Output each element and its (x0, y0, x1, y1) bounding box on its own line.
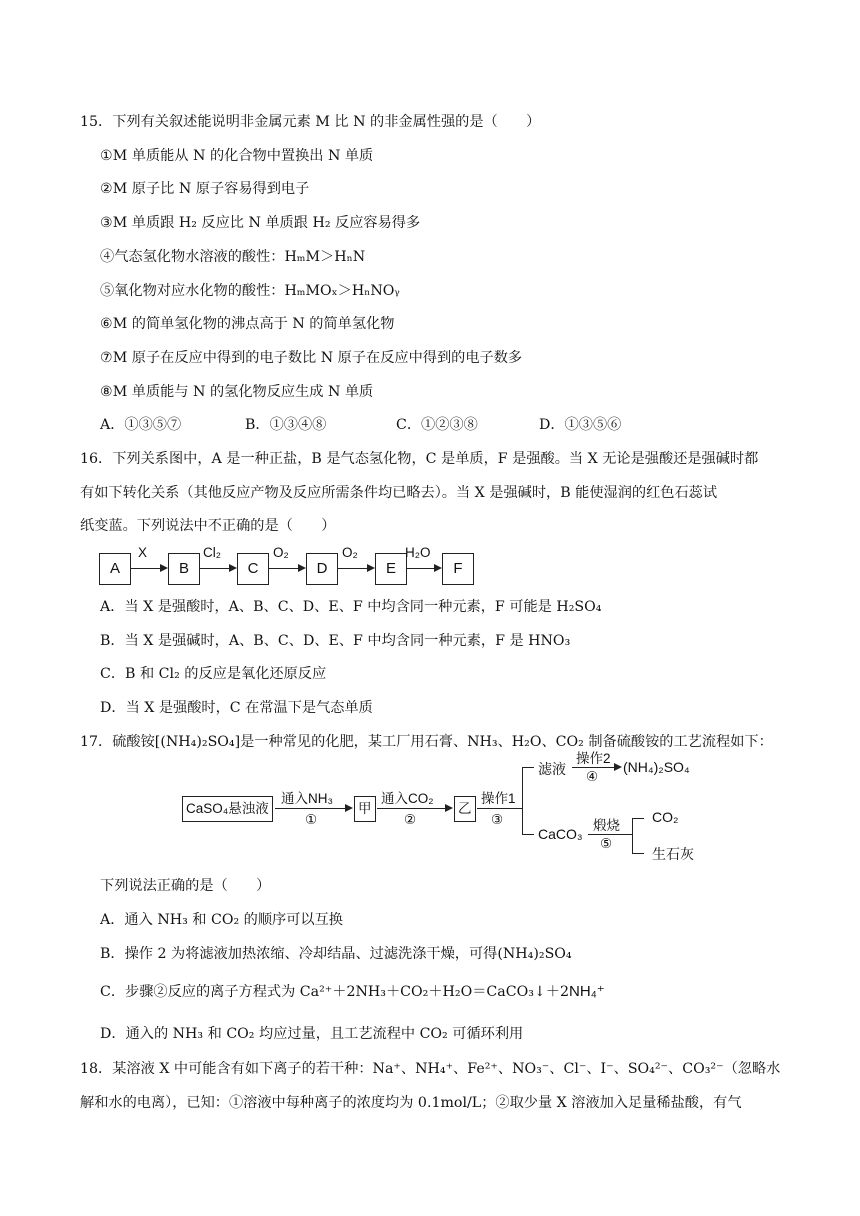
flow-arrowhead-1 (345, 804, 353, 812)
flow-step3-label: 操作1 (481, 791, 516, 806)
chain-label-o2-2: O₂ (342, 545, 358, 560)
q15-item-4: ④气态氢化物水溶液的酸性：HₘM＞HₙN (100, 249, 366, 265)
chain-label-cl2: Cl₂ (203, 545, 221, 560)
q15-item-2: ②M 原子比 N 原子容易得到电子 (100, 181, 310, 197)
q15-option-a: A．①③⑤⑦ (100, 417, 182, 433)
chain-arrow-5 (406, 568, 434, 569)
flow-mid1-box: 甲 (354, 796, 376, 822)
q15-item-1: ①M 单质能从 N 的化合物中置换出 N 单质 (100, 148, 374, 164)
q15-item-8: ⑧M 单质能与 N 的氢化物反应生成 N 单质 (100, 384, 374, 400)
chain-arrow-2 (199, 568, 229, 569)
chain-arrowhead-4 (367, 564, 375, 572)
q16-option-d: D．当 X 是强酸时，C 在常温下是气态单质 (100, 700, 373, 716)
chain-box-f: F (442, 553, 474, 585)
q16-stem-line2: 有如下转化关系（其他反应产物及反应所需条件均已略去）。当 X 是强碱时，B 能使湿润的红色石蕊试 (80, 485, 718, 501)
flow-op2-label: 操作2 (576, 751, 611, 766)
flow-arrow-3 (477, 808, 522, 809)
chain-arrowhead-2 (229, 564, 237, 572)
flow-co2-label: CO₂ (652, 809, 679, 825)
q16-stem-line1: 16．下列关系图中，A 是一种正盐，B 是气态氢化物，C 是单质，F 是强酸。当 X 无论是强酸还是强碱时都 (80, 451, 759, 467)
flow-step2-label: 通入CO₂ (381, 791, 434, 806)
q15-option-c: C．①②③⑧ (396, 417, 478, 433)
flow-op2-number: ④ (586, 769, 599, 784)
flow-step2-number: ② (404, 812, 417, 827)
flow-step1-label: 通入NH₃ (281, 791, 333, 806)
flow-filtrate-label: 滤液 (538, 761, 566, 777)
flow-start-box: CaSO₄悬浊液 (182, 796, 273, 822)
q16-option-c: C．B 和 Cl₂ 的反应是氧化还原反应 (100, 666, 327, 682)
flow-branch2-top (632, 818, 644, 819)
q17-question: 下列说法正确的是（ ） (100, 878, 271, 894)
flow-step3-number: ③ (491, 812, 504, 827)
q17-option-c (100, 982, 605, 1002)
chain-box-d: D (306, 553, 338, 585)
flow-lime-label: 生石灰 (652, 846, 694, 862)
flow-arrow-1 (275, 808, 345, 809)
q17-option-b: B．操作 2 为将滤液加热浓缩、冷却结晶、过滤洗涤干燥，可得(NH₄)₂SO₄ (100, 946, 572, 962)
q15-item-6: ⑥M 的简单氢化物的沸点高于 N 的简单氢化物 (100, 316, 395, 332)
flow-branch-top (522, 767, 534, 768)
chain-label-h2o: H₂O (405, 545, 431, 560)
q18-line2: 解和水的电离），已知：①溶液中每种离子的浓度均为 0.1mol/L；②取少量 X 溶液加入足量稀盐酸，有气 (80, 1095, 742, 1111)
flow-product-label: (NH₄)₂SO₄ (623, 759, 690, 775)
chain-label-o2-1: O₂ (273, 545, 289, 560)
flow-step1-number: ① (305, 812, 318, 827)
flow-mid2-box: 乙 (454, 796, 476, 822)
chain-box-a: A (99, 553, 131, 585)
q16-option-a: A．当 X 是强酸时，A、B、C、D、E、F 中均含同一种元素，F 可能是 H₂SO₄ (100, 599, 602, 615)
q15-option-d: D．①③⑤⑥ (539, 417, 622, 433)
chain-label-x: X (138, 545, 148, 560)
chain-box-b: B (168, 553, 200, 585)
chain-arrow-3 (268, 568, 298, 569)
q15-item-3: ③M 单质跟 H₂ 反应比 N 单质跟 H₂ 反应容易得多 (100, 215, 421, 231)
q15-stem: 15．下列有关叙述能说明非金属元素 M 比 N 的非金属性强的是（ ） (80, 114, 541, 130)
chain-box-e: E (375, 553, 407, 585)
flow-branch2-bottom (632, 853, 644, 854)
flow-arrow-2 (377, 808, 445, 809)
chain-box-c: C (237, 553, 269, 585)
flow-arrow-5 (588, 834, 632, 835)
q15-item-5: ⑤氧化物对应水化物的酸性：HₘMOₓ＞HₙNOᵧ (100, 283, 400, 299)
chain-arrow-1 (130, 568, 160, 569)
flow-arrowhead-4 (614, 763, 622, 771)
q17-option-d: D．通入的 NH₃ 和 CO₂ 均应过量，且工艺流程中 CO₂ 可循环利用 (100, 1026, 524, 1042)
q16-option-b: B．当 X 是强碱时，A、B、C、D、E、F 中均含同一种元素，F 是 HNO₃ (100, 633, 571, 649)
q15-item-7: ⑦M 原子在反应中得到的电子数比 N 原子在反应中得到的电子数多 (100, 350, 523, 366)
flow-caco3-label: CaCO₃ (538, 826, 583, 842)
flow-branch-bottom (522, 834, 534, 835)
q15-option-b: B．①③④⑧ (245, 417, 327, 433)
chain-arrowhead-3 (298, 564, 306, 572)
nh4-ion: NH₄⁺ (569, 983, 605, 1000)
chain-arrowhead-1 (160, 564, 168, 572)
q18-line1: 18．某溶液 X 中可能含有如下离子的若干种：Na⁺、NH₄⁺、Fe²⁺、NO₃⁻、Cl⁻、I⁻、SO₄²⁻、CO₃²⁻（忽略水 (80, 1061, 781, 1077)
flow-arrowhead-2 (445, 804, 453, 812)
q17-option-a: A．通入 NH₃ 和 CO₂ 的顺序可以互换 (100, 912, 343, 928)
flow-branch-line (522, 767, 523, 834)
q16-stem-line3: 纸变蓝。下列说法中不正确的是（ ） (80, 518, 336, 534)
chain-arrow-4 (337, 568, 367, 569)
q17-option-c-text: C．步骤②反应的离子方程式为 Ca²⁺＋2NH₃＋CO₂＋H₂O＝CaCO₃↓＋2 (100, 984, 569, 1000)
flow-calc-number: ⑤ (600, 836, 613, 851)
flow-calc-label: 煅烧 (593, 818, 620, 833)
chain-arrowhead-5 (434, 564, 442, 572)
flow-arrow-4 (572, 767, 614, 768)
q17-stem: 17．硫酸铵[(NH₄)₂SO₄]是一种常见的化肥，某工厂用石膏、NH₃、H₂O、CO₂ 制备硫酸铵的工艺流程如下： (80, 734, 773, 750)
flow-branch2-line (632, 818, 633, 853)
